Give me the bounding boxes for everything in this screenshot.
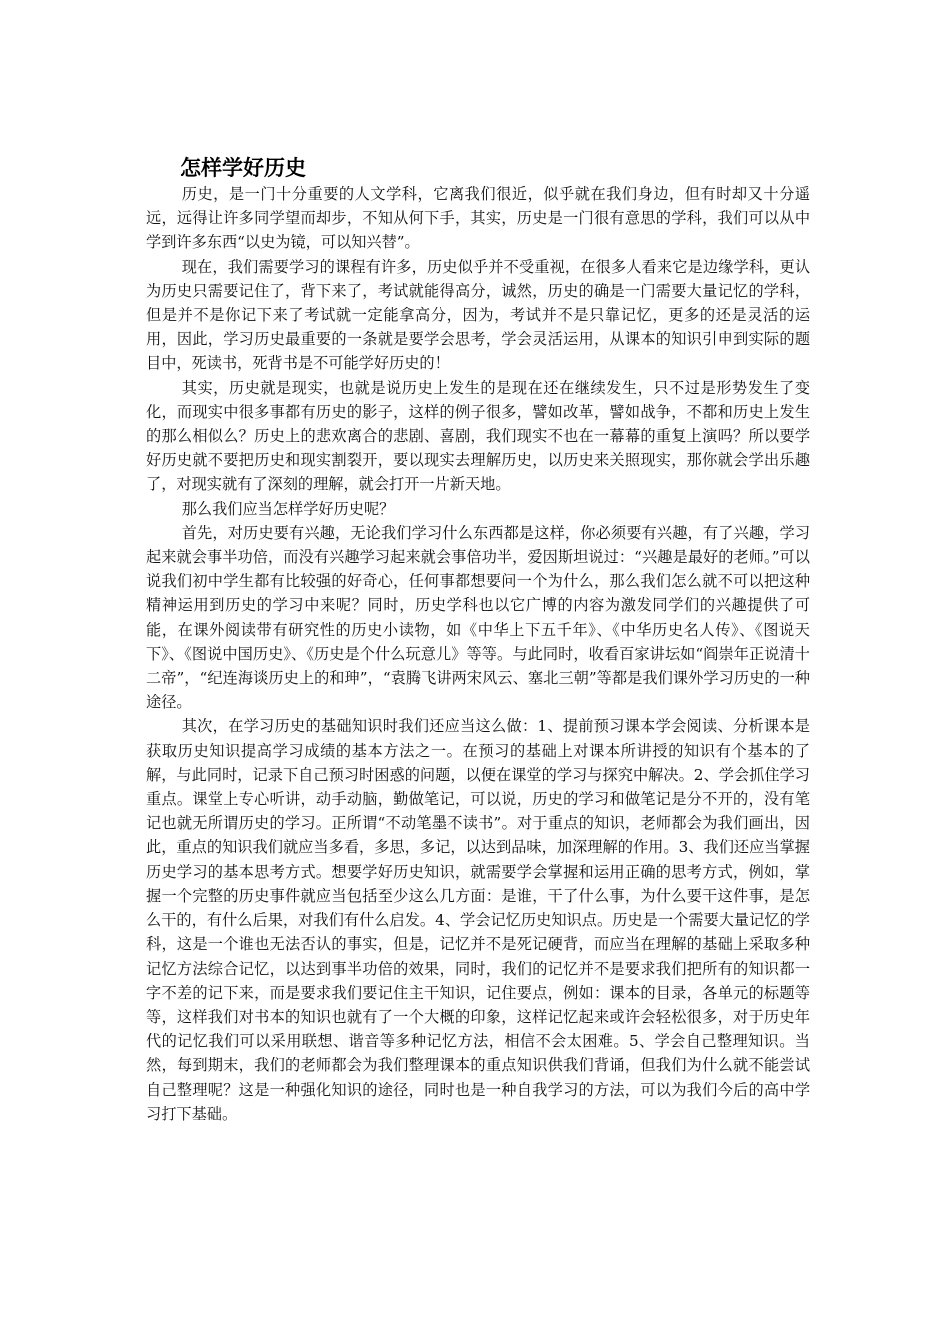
document-title: 怎样学好历史 bbox=[180, 156, 306, 180]
paragraph-methods: 其次，在学习历史的基础知识时我们还应当这么做：1、提前预习课本学会阅读、分析课本是获取历史知识提高学习成绩的基本方法之一。在预习的基础上对课本所讲授的知识有个基本的了解，与此同时，记录下自己预习时困惑的问题，以便在课堂的学习与探究中解决。2、学会抓住学习重点。课堂上专心听讲，动手动脑，勤做笔记，可以说，历史的学习和做笔记是分不开的，没有笔记也就无所谓历史的学习。正所谓“不动笔墨不读书”。对于重点的知识，老师都会为我们画出，因此，重点的知识我们就应当多看，多思，多记，以达到品味，加深理解的作用。3、我们还应当掌握历史学习的基本思考方式。想要学好历史知识，就需要学会掌握和运用正确的思考方式，例如，掌握一个完整的历史事件就应当包括至少这么几方面：是谁，干了什么事，为什么要干这件事，是怎么干的，有什么后果，对我们有什么启发。4、学会记忆历史知识点。历史是一个需要大量记忆的学科，这是一个谁也无法否认的事实，但是，记忆并不是死记硬背，而应当在理解的基础上采取多种记忆方法综合记忆，以达到事半功倍的效果，同时，我们的记忆并不是要求我们把所有的知识都一字不差的记下来，而是要求我们要记住主干知识，记住要点，例如：课本的目录，各单元的标题等等，这样我们对书本的知识也就有了一个大概的印象，这样记忆起来或许会轻松很多，对于历史年代的记忆我们可以采用联想、谐音等多种记忆方法，相信不会太困难。5、学会自己整理知识。当然，每到期末，我们的老师都会为我们整理课本的重点知识供我们背诵，但我们为什么就不能尝试自己整理呢？这是一种强化知识的途径，同时也是一种自我学习的方法，可以为我们今后的高中学习打下基础。 bbox=[146, 717, 810, 1123]
paragraph-interest: 首先，对历史要有兴趣，无论我们学习什么东西都是这样，你必须要有兴趣，有了兴趣，学习起来就会事半功倍，而没有兴趣学习起来就会事倍功半，爱因斯坦说过：“兴趣是最好的老师。”可以说我们初中学生都有比较强的好奇心，任何事都想要问一个为什么，那么我们怎么就不可以把这种精神运用到历史的学习中来呢？同时，历史学科也以它广博的内容为激发同学们的兴趣提供了可能，在课外阅读带有研究性的历史小读物，如《中华上下五千年》、《中华历史名人传》、《图说天下》、《图说中国历史》、《历史是个什么玩意儿》等等。与此同时，收看百家讲坛如“阎崇年正说清十二帝”，“纪连海谈历史上的和珅”，“袁腾飞讲两宋风云、塞北三朝”等都是我们课外学习历史的一种途径。 bbox=[146, 523, 810, 712]
document-body bbox=[146, 182, 810, 1126]
paragraph-importance: 现在，我们需要学习的课程有许多，历史似乎并不受重视，在很多人看来它是边缘学科，更认为历史只需要记住了，背下来了，考试就能得高分，诚然，历史的确是一门需要大量记忆的学科，但是并不是你记下来了考试就一定能拿高分，因为，考试并不是只靠记忆，更多的还是灵活的运用，因此，学习历史最重要的一条就是要学会思考，学会灵活运用，从课本的知识引申到实际的题目中，死读书，死背书是不可能学好历史的！ bbox=[146, 257, 810, 373]
paragraph-intro: 历史，是一门十分重要的人文学科，它离我们很近，似乎就在我们身边，但有时却又十分遥远，远得让许多同学望而却步，不知从何下手，其实，历史是一门很有意思的学科，我们可以从中学到许多东西“以史为镜，可以知兴替”。 bbox=[146, 185, 810, 252]
paragraph-history-reality: 其实，历史就是现实，也就是说历史上发生的是现在还在继续发生，只不过是形势发生了变化，而现实中很多事都有历史的影子，这样的例子很多，譬如改革，譬如战争，不都和历史上发生的那么相似么？历史上的悲欢离合的悲剧、喜剧，我们现实不也在一幕幕的重复上演吗？所以要学好历史就不要把历史和现实割裂开，要以现实去理解历史，以历史来关照现实，那你就会学出乐趣了，对现实就有了深刻的理解，就会打开一片新天地。 bbox=[146, 378, 810, 494]
paragraph-question: 那么我们应当怎样学好历史呢？ bbox=[181, 499, 395, 518]
